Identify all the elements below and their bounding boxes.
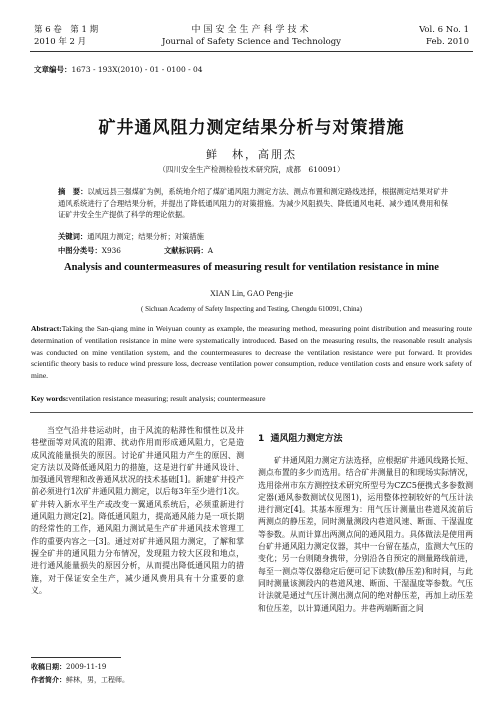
keywords-cn-label: 关键词：	[58, 232, 88, 241]
keywords-cn-text: 通风阻力测定；结果分析；对策措施	[87, 232, 204, 241]
paper-title-cn: 矿井通风阻力测定结果分析与对策措施	[98, 118, 405, 138]
authors-en: XIAN Lin, GAO Peng-jie	[209, 289, 294, 298]
author-bio: 鲜林，男，工程师。	[66, 676, 129, 684]
date-cn: 2010 年 2 月	[34, 37, 87, 47]
journal-name-en: Journal of Safety Science and Technology	[162, 37, 341, 47]
volume-cn: 第 6 卷 第 1 期	[34, 25, 99, 35]
body-left-column: 当空气沿井巷运动时，由于风流的粘滞性和惯性以及井巷壁面等对风流的阻滞、扰动作用而形成通风阻力，它是造成风流能量损失的原因。讨论矿井通风阻力产生的原因、测定方法以及降低通风阻力的措施，这是进行矿井通风设计、加强通风管理和改善通风状况的技术基础[1]。新建矿井投产前必须进行1次矿井通风阻力测定，以后每3年至少进行1次。矿井转入新水平生产或改变一翼通风系统后，必须重新进行通风阻力测定[2]。降低通风阻力，提高通风能力是一项长期的经常性的工作，通风阻力测试是生产矿井通风技术管理工作的重要内容之一[3]。通过对矿井通风阻力测定，了解和掌握全矿井的通风阻力分布情况，发现阻力较大区段和地点，进行通风能量损失的原因分析，从而提出降低通风阻力的措施，对于保证安全生产，减少通风费用具有十分重要的意义。	[31, 426, 244, 595]
section-heading-1	[258, 431, 343, 444]
article-number-value: 1673 - 193X(2010) - 01 - 0100 - 04	[71, 65, 203, 74]
abstract-cn-label: 摘 要：	[58, 187, 88, 196]
document-code-cn-value: A	[207, 246, 214, 255]
journal-name-cn: 中国安全生产科学技术	[191, 25, 312, 35]
keywords-cn	[58, 232, 448, 242]
footnote-author	[31, 675, 129, 685]
affiliation-cn: （四川安全生产检测检验技术研究院，成都 610091）	[158, 165, 345, 174]
keywords-en-label: Key words:	[31, 394, 69, 403]
received-label: 收稿日期：	[31, 663, 66, 671]
abstract-en-text: Taking the San-qiang mine in Weiyuan county as example, the measuring method, measuring point distribution and measuring route determination of ventilation resistance in mine were systematically introduced. Based on the measuring results, the reasonable result analysis was conducted on mine ventilation system, and the countermeasures to decrease the ventilation resistance were put forward. It provides scientific theory basis to reduce wind pressure loss, decrease ventilation power consumption, reduce ventilation costs and ensure work safety of mine.	[31, 324, 472, 381]
document-code-cn-label: 文献标识码：	[164, 246, 208, 255]
classification-cn	[58, 246, 121, 256]
authors-cn: 鲜 林，高朋杰	[206, 148, 297, 161]
received-date: 2009-11-19	[66, 663, 107, 671]
paper-title-en: Analysis and countermeasures of measuring result for ventilation resistance in mine	[64, 262, 439, 273]
header-right	[419, 24, 469, 48]
affiliation-en: ( Sichuan Academy of Safety Inspecting and Testing, Chengdu 610091, China)	[140, 305, 362, 313]
classification-cn-label: 中图分类号：	[58, 246, 102, 255]
article-number-label: 文章编号：	[34, 65, 72, 74]
author-bio-label: 作者简介：	[31, 676, 66, 684]
body-right-column: 矿井通风阻力测定方法选择，应根据矿井通风线路长短、测点布置的多少而选用。结合矿井测量目的和现场实际情况，选用徐州市东方测控技术研究所型号为CZC5便携式多参数测定器(通风参数测试仪见图1)，运用整体控制较好的气压计法进行测定[4]。其基本原理为：用气压计测量出巷道风流前后两测点的静压差，同时测量测段内巷道风速、断面、干湿温度等参数。从而计算出两测点间的通风阻力。具体做法是使用两台矿井通风阻力测定仪器，其中一台留在基点，监测大气压的变化；另一台则随身携带，分别沿各自预定的测量路线前进，每至一测点等仪器稳定后便可记下读数(静压差)和时间，与此同时测量该测段内的巷道风速、断面、干湿温度等参数。气压计法就是通过气压计测出测点间的绝对静压差，再加上动压差和位压差，以计算通风阻力。井巷两端断面之间	[258, 456, 473, 613]
classification-cn-value: X936	[101, 246, 121, 255]
footnote-divider	[31, 657, 121, 658]
abstract-en	[31, 323, 472, 382]
section-number: 1	[258, 434, 265, 444]
document-code-cn	[164, 246, 213, 256]
header-divider	[30, 51, 473, 52]
article-number	[34, 64, 203, 75]
abstract-cn-text: 以威远县三强煤矿为例，系统地介绍了煤矿通风阻力测定方法、测点布置和测定路线选择，根据测定结果对矿井通风系统进行了合理结果分析，并提出了降低通风阻力的对策措施。为减少风阻损失、降低通风电耗、减少通风费用和保证矿井安全生产提供了科学的理论依据。	[58, 187, 449, 219]
keywords-en	[31, 394, 472, 403]
body-divider	[30, 412, 473, 413]
abstract-en-label: Abstract:	[31, 324, 62, 333]
section-title: 通风阻力测定方法	[270, 434, 343, 444]
keywords-en-text: ventilation resistance measuring; result analysis; countermeasure	[68, 394, 266, 403]
volume-en: Vol. 6 No. 1	[419, 25, 469, 35]
footnote-received	[31, 662, 106, 672]
abstract-cn	[58, 186, 448, 221]
date-en: Feb. 2010	[426, 37, 469, 47]
